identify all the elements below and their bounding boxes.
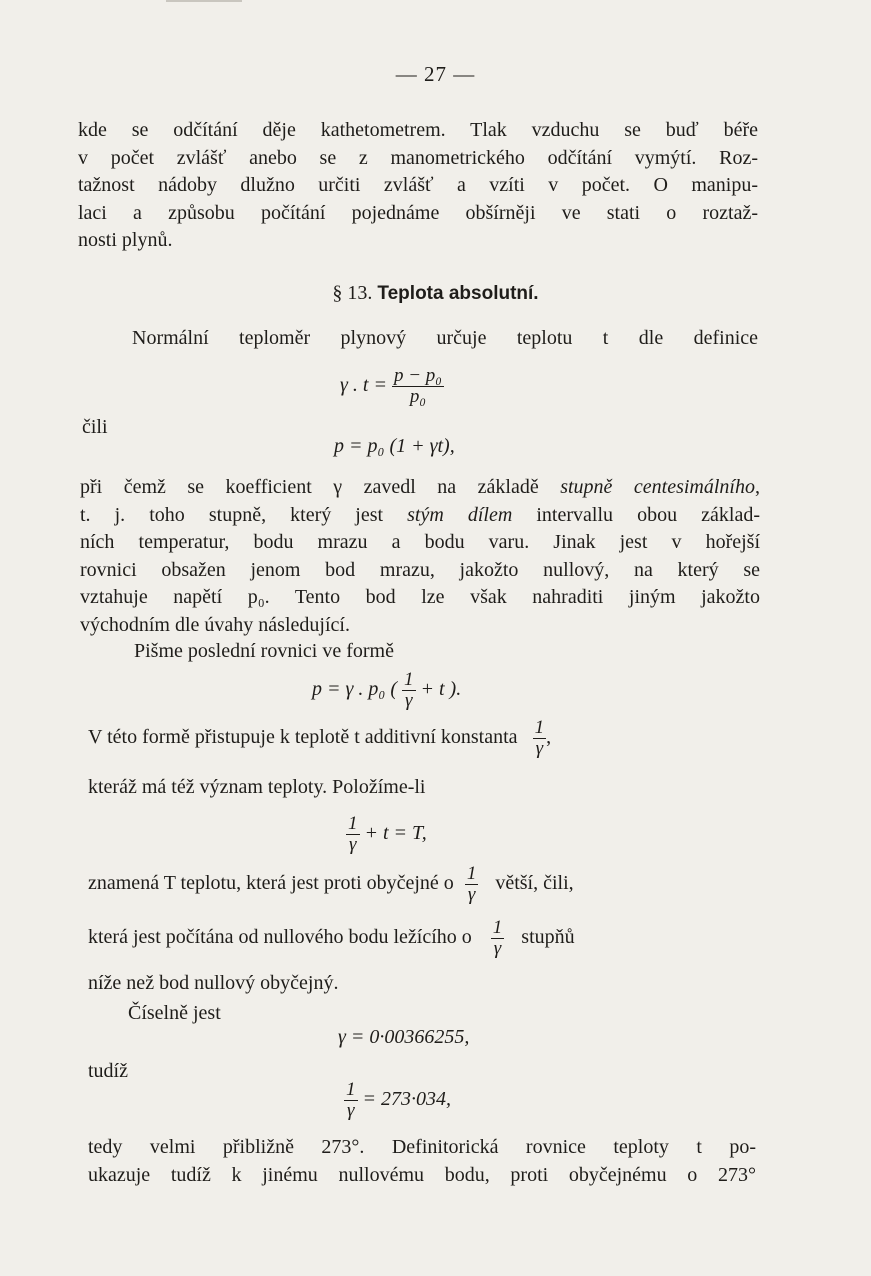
ktera-text: která jest počítána od nullového bodu ležícího o — [88, 926, 472, 949]
equation-1 — [340, 366, 444, 407]
intro-text: Normální teploměr plynový určuje teplotu t dle definice — [132, 327, 758, 349]
eq6-right: = 273·034, — [362, 1088, 451, 1111]
top-rule — [166, 0, 242, 2]
last-paragraph-line: ukazuje tudíž k jinému nullovému bodu, proti obyčejnému o 273° — [88, 1163, 756, 1186]
p2-line2-end: intervallu obou základ- — [512, 503, 760, 526]
paragraph-1-line: tažnost nádoby dlužno určiti zvlášť a vzíti v počet. O manipu- — [78, 174, 758, 196]
eq3-numerator: 1 — [404, 669, 414, 690]
word-tudiz: tudíž — [88, 1060, 128, 1082]
paragraph-2-line — [80, 474, 760, 502]
equation-6 — [344, 1080, 451, 1121]
eq6-fraction — [344, 1080, 358, 1121]
eq3-left: p = γ . p₀ ( — [312, 678, 397, 701]
word-cili: čili — [82, 416, 108, 438]
p2-line2-italic: stým dílem — [407, 503, 513, 526]
line-znamena — [88, 864, 574, 905]
eq1-left: γ . t = — [340, 374, 387, 397]
eq1-numerator: p − p₀ — [393, 365, 442, 386]
eq4-right: + t = T, — [364, 822, 427, 845]
eq4-denominator: γ — [349, 834, 357, 855]
p2-line1-end: , — [755, 476, 760, 498]
p2-line1-text: při čemž se koefficient γ zavedl na základě — [80, 476, 561, 498]
paragraph-2-line: východním dle úvahy následující. — [80, 613, 350, 636]
ktera-text-end: stupňů — [521, 926, 575, 949]
eq4-fraction — [346, 814, 360, 855]
znamena-text: znamená T teplotu, která jest proti obyčejné o — [88, 872, 454, 895]
equation-2: p = p₀ (1 + γt), — [334, 435, 455, 457]
forme-denominator: γ — [535, 738, 544, 759]
forme-numerator: 1 — [534, 717, 545, 738]
line-ktera — [88, 918, 575, 959]
eq3-right: + t ). — [420, 678, 462, 701]
forme-fraction — [533, 718, 547, 759]
paragraph-1 — [78, 117, 758, 255]
paragraph-2 — [80, 474, 760, 639]
eq1-fraction — [392, 366, 444, 407]
section-symbol: § 13. — [332, 282, 373, 304]
intro-line — [132, 327, 758, 350]
p2-line1-italic: stupně centesimálního — [560, 476, 755, 498]
last-paragraph-line: tedy velmi přibližně 273°. Definitorická rovnice teploty t po- — [88, 1136, 756, 1158]
p2-line2-text: t. j. toho stupně, který jest — [80, 503, 408, 526]
znamena-fraction — [465, 864, 479, 905]
last-paragraph — [88, 1134, 756, 1189]
eq6-numerator: 1 — [346, 1079, 356, 1100]
paragraph-2-line: rovnici obsažen jenom bod mrazu, jakožto nullový, na který se — [80, 558, 760, 581]
forme-tail: , — [546, 726, 552, 749]
eq4-numerator: 1 — [348, 813, 358, 834]
forme-text: V této formě přistupuje k teplotě t additivní konstanta — [88, 726, 518, 749]
znamena-denominator: γ — [467, 884, 476, 905]
line-nize: níže než bod nullový obyčejný. — [88, 972, 339, 994]
ktera-fraction — [491, 918, 505, 959]
equation-5: γ = 0·00366255, — [338, 1026, 470, 1048]
paragraph-1-line: nosti plynů. — [78, 229, 173, 251]
eq1-denominator: p₀ — [409, 386, 426, 407]
page-number: — 27 — — [395, 62, 476, 86]
line-ciselne: Číselně jest — [128, 1002, 221, 1024]
paragraph-2-line: vztahuje napětí p₀. Tento bod lze však nahraditi jiným jakožto — [80, 586, 760, 608]
paragraph-1-line: kde se odčítání děje kathetometrem. Tlak vzduchu se buď béře — [78, 119, 758, 141]
line-pisme: Pišme poslední rovnici ve formě — [134, 640, 394, 662]
section-title: Teplota absolutní. — [377, 283, 539, 304]
znamena-numerator: 1 — [466, 863, 477, 884]
eq6-denominator: γ — [347, 1100, 355, 1121]
section-heading — [0, 282, 871, 305]
line-forme — [88, 718, 768, 759]
paragraph-2-line: ních temperatur, bodu mrazu a bodu varu. Jinak jest v hořejší — [80, 531, 760, 553]
paragraph-1-line: laci a způsobu počítání pojednáme obšírněji ve stati o roztaž- — [78, 201, 758, 224]
paragraph-2-line — [80, 502, 760, 530]
equation-3 — [312, 670, 461, 711]
znamena-text-end: větší, čili, — [495, 872, 574, 895]
ktera-numerator: 1 — [492, 917, 503, 938]
eq3-denominator: γ — [405, 690, 413, 711]
eq3-fraction — [402, 670, 416, 711]
ktera-denominator: γ — [493, 938, 502, 959]
equation-4 — [346, 814, 427, 855]
line-kteraz: kteráž má též význam teploty. Položíme-li — [88, 776, 426, 798]
paragraph-1-line: v počet zvlášť anebo se z manometrického odčítání vymýtí. Roz- — [78, 146, 758, 169]
